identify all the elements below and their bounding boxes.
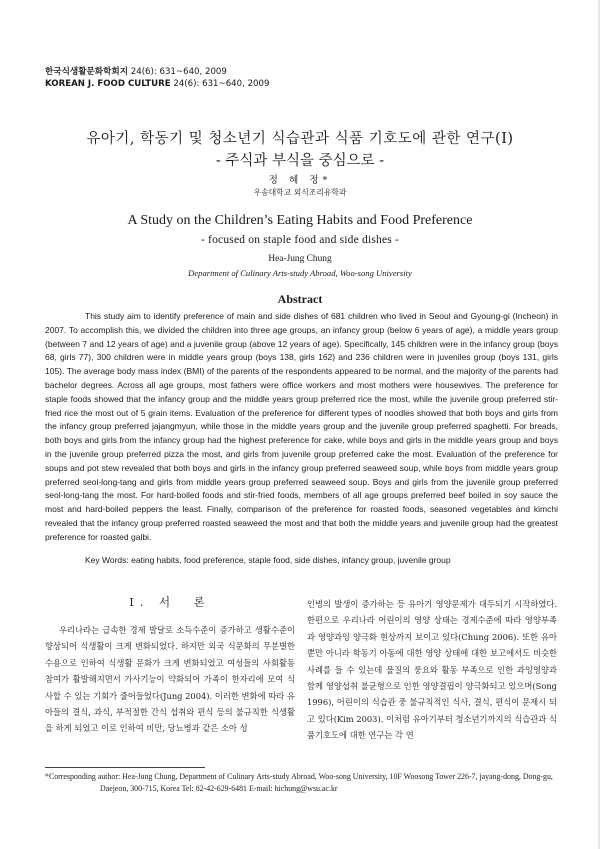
journal-english-name: KOREAN J. FOOD CULTURE (45, 79, 171, 89)
footnote-line-1: *Corresponding author: Hea-Jung Chung, Department of Culinary Arts-study Abroad, Woo-song University, 10F Woosong Tower 226-7, jayang-dong, Dong-gu, (45, 772, 553, 781)
section-heading-introduction: I. 서 론 (129, 595, 211, 609)
intro-paragraph-left: 우리나라는 급속한 경제 발달로 소득수준이 증가하고 생활수준이 향상되어 식생활이 크게 변화되었다. 하지만 외국 식문화의 무분별한 수용으로 인하여 식생활 문화가 크게 변화되었고 여성들의 사회활동 참여가 활발해지면서 가사기능이 약화되어 가족이 한자리에 모여 식사할 수 있는 기회가 줄어들었다(Jung 2004). 이러한 변화에 따라 유아들의 결식, 과식, 부적절한 간식 섭취와 편식 등의 불규칙한 식생활을 하게 되었고 이로 인하여 비만, 당뇨병과 같은 소아 성 (45, 625, 295, 734)
intro-paragraph-right: 인병의 발생이 증가하는 등 유아기 영양문제가 대두되기 시작하였다. 한편으로 우리나라 어린이의 영양 상태는 경제수준에 따라 영양부족과 영양과잉 양극화 현상까지 보이고 있다(Chung 2006). 또한 유아뿐만 아니라 학동기 아동에 대한 영양 상태에 대한 보고에서도 비슷한 사례를 들 수 있는데 물질의 풍요와 활동 부족으로 인한 과잉영양과 함께 영양섭취 불균형으로 인한 영양결핍이 양극화되고 있으며(Song 1996), 어린이의 식습관 중 불규칙적인 식사, 결식, 편식이 문제시 되고 있다(Kim 2003). 이처럼 유아기부터 청소년기까지의 식습관과 식품기호도에 대한 연구는 각 연 (307, 599, 557, 741)
journal-korean-volume: 24(6): 631~640, 2009 (130, 67, 227, 77)
korean-subtitle: - 주식과 부식을 중심으로 - (215, 153, 385, 169)
english-title: A Study on the Children’s Eating Habits and Food Preference (127, 213, 473, 228)
corresponding-author-footnote (45, 771, 558, 794)
korean-title: 유아기, 학동기 및 청소년기 식습관과 식품 기호도에 관한 연구(I) (86, 131, 514, 147)
intro-left-column (45, 592, 295, 737)
korean-author: 정 혜 정* (268, 175, 332, 186)
footnote-divider (45, 767, 205, 768)
journal-english-line (45, 78, 269, 90)
intro-right-column (307, 596, 557, 744)
english-subtitle: - focused on staple food and side dishes - (200, 234, 400, 246)
english-affiliation: Department of Culinary Arts-study Abroad, Woo-song University (188, 268, 412, 278)
abstract-text: This study aim to identify preference of main and side dishes of 681 children who lived in Seoul and Gyoung-gi (Incheon) in 2007. To accomplish this, we divided the children into three age groups, an infancy group (below 6 years of age), a middle years group (between 7 and 12 years of age) and a juvenile group (above 12 years of age). Specifically, 145 children were in the infancy group (boys 68, girls 77), 300 children were in middle years group (boys 138, girls 162) and 236 children were in juveniles group (boys 131, girls 105). The average body mass index (BMI) of the parents of the respondents appeared to be normal, and the majority of the parents had bachelor degrees. Across all age groups, most fathers were office workers and most mothers were housewives. The preference for staple foods showed that the infancy group and the middle years group preferred rice the most, while the juvenile group preferred stir-fried rice the most out of 5 grain items. Evaluation of the preference for different types of noodles showed that both boys and girls from the infancy group preferred jajangmyun, while those in the middle years group and the juvenile group preferred spaghetti. For breads, both boys and girls from the infancy group had the highest preference for cake, while boys and girls in the middle years group and boys in the juvenile group preferred pizza the most, and girls from juvenile group preferred cake the most. Evaluation of the preference for soups and pot stew revealed that both boys and girls in the infancy group preferred seaweed soup, while boys from middle years group preferred seol-long-tang and girls from middle years group preferred seaweed soup. Boys and girls from the juvenile group preferred seol-long-tang the most. For hard-boiled foods and stir-fried foods, members of all age groups preferred beef boiled in soy sauce the most and hard-boiled peppers the least. Finally, comparison of the preference for roasted foods, seasoned vegetables and kimchi revealed that the infancy group preferred roasted seaweed the most and that both the middle years and juvenile group had the greatest preference for roasted galbi. (45, 311, 558, 542)
keywords: Key Words: eating habits, food preference, staple food, side dishes, infancy group, juvenile group (85, 555, 451, 565)
english-author: Hea-Jung Chung (268, 254, 332, 264)
journal-korean-name: 한국식생활문화학회지 (45, 67, 129, 77)
journal-korean-line (45, 66, 269, 78)
journal-header (45, 66, 269, 90)
abstract-heading: Abstract (277, 292, 323, 306)
footnote-line-2: Daejeon, 300-715, Korea Tel: 82-42-629-6481 E-mail: hichung@wsu.ac.kr (100, 783, 338, 793)
korean-affiliation: 우송대학교 외식조리유학과 (253, 188, 347, 197)
journal-english-volume: 24(6): 631~640, 2009 (173, 79, 270, 89)
